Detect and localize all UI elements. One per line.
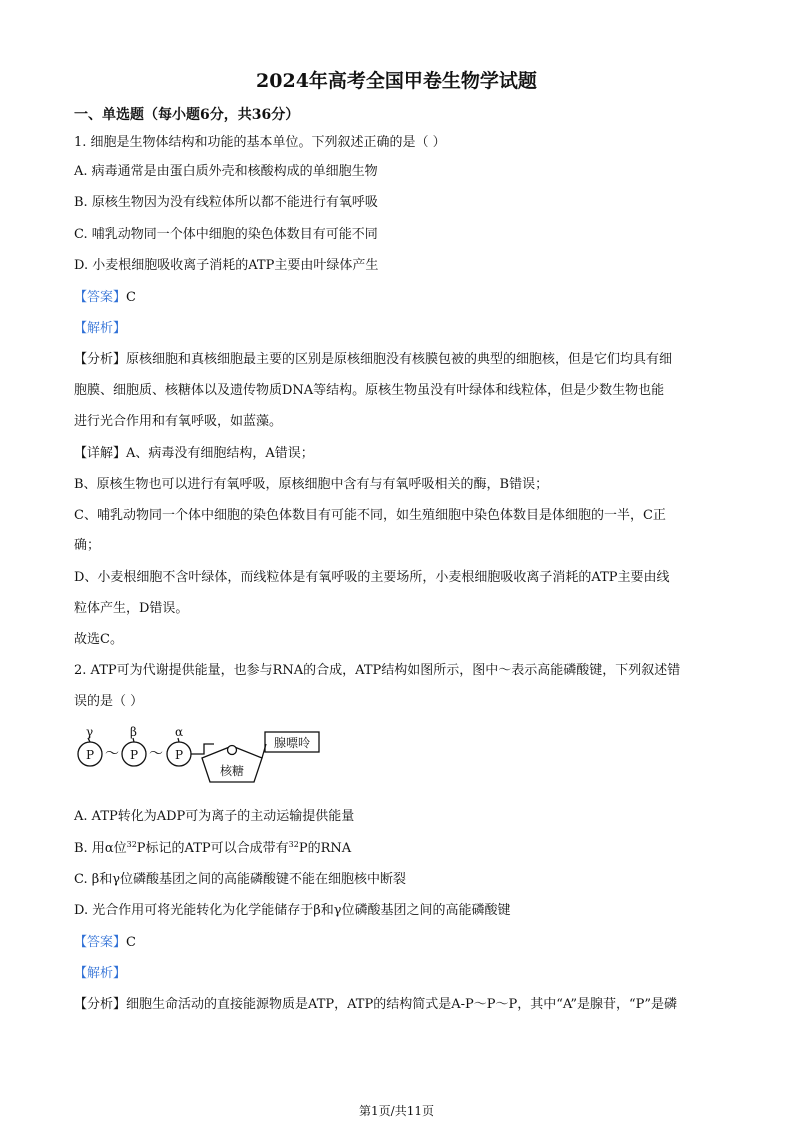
fenxi-text: 原核细胞和真核细胞最主要的区别是原核细胞没有核膜包被的典型的细胞核，但是它们均具有细 [126, 352, 673, 367]
q1-stem: 1. 细胞是生物体结构和功能的基本单位。下列叙述正确的是（ ） [74, 135, 446, 150]
p-alpha: P [174, 748, 184, 762]
isotope-superscript: 32 [288, 840, 299, 849]
answer-label: 【答案】 [74, 290, 127, 305]
fenxi-label: 【分析】 [74, 997, 127, 1012]
q1-detail-line-1 [74, 445, 314, 463]
ribose-label: 核糖 [219, 764, 245, 778]
page-footer: 第1页/共11页 [359, 1104, 434, 1118]
q2-option-b-text: B. 用α位 [74, 841, 127, 856]
detail-label: 【详解】 [74, 446, 127, 461]
gamma-label: γ [86, 725, 94, 739]
q2-analysis-label: 【解析】 [74, 966, 127, 981]
q1-option-d: D. 小麦根细胞吸收离子消耗的ATP主要由叶绿体产生 [74, 258, 379, 273]
q1-detail-line-5: D、小麦根细胞不含叶绿体，而线粒体是有氧呼吸的主要场所，小麦根细胞吸收离子消耗的ATP主要由线 [74, 570, 670, 585]
q2-stem-line-1: 2. ATP可为代谢提供能量，也参与RNA的合成，ATP结构如图所示，图中～表示高能磷酸键，下列叙述错 [74, 663, 681, 678]
detail-text: A、病毒没有细胞结构，A错误； [126, 446, 314, 461]
q2-option-b-text: P标记的ATP可以合成带有 [136, 841, 289, 856]
q1-option-a: A. 病毒通常是由蛋白质外壳和核酸构成的单细胞生物 [74, 164, 378, 179]
q1-fenxi-line-2: 胞膜、细胞质、核糖体以及遗传物质DNA等结构。原核生物虽没有叶绿体和线粒体，但是少数生物也能 [74, 383, 665, 398]
p-gamma: P [85, 748, 95, 762]
q1-option-b: B. 原核生物因为没有线粒体所以都不能进行有氧呼吸 [74, 195, 378, 210]
p-beta: P [129, 748, 139, 762]
answer-label: 【答案】 [74, 935, 127, 950]
q2-fenxi-line-1 [74, 996, 677, 1014]
section-heading: 一、单选题（每小题6分，共36分） [74, 107, 300, 123]
q1-option-c: C. 哺乳动物同一个体中细胞的染色体数目有可能不同 [74, 227, 378, 242]
q1-fenxi-line-3: 进行光合作用和有氧呼吸，如蓝藻。 [74, 414, 283, 429]
q1-analysis-label: 【解析】 [74, 321, 127, 336]
fenxi-text: 细胞生命活动的直接能源物质是ATP，ATP的结构简式是A-P～P～P，其中“A”是腺苷，“P”是磷 [126, 997, 678, 1012]
q2-option-b-text: P的RNA [298, 841, 352, 856]
q1-detail-line-3: C、哺乳动物同一个体中细胞的染色体数目有可能不同，如生殖细胞中染色体数目是体细胞的一半，C正 [74, 508, 666, 523]
q1-detail-line-4: 确； [74, 538, 101, 553]
q1-conclusion: 故选C。 [74, 632, 123, 647]
q1-detail-line-2: B、原核生物也可以进行有氧呼吸，原核细胞中含有与有氧呼吸相关的酶，B错误； [74, 477, 549, 492]
answer-value: C [126, 290, 136, 305]
high-energy-bond-1: ～ [105, 746, 119, 762]
page-title: 2024年高考全国甲卷生物学试题 [256, 70, 537, 92]
q1-detail-line-6: 粒体产生，D错误。 [74, 601, 189, 616]
answer-value: C [126, 935, 136, 950]
q2-option-b [74, 840, 351, 858]
alpha-label: α [175, 725, 184, 739]
q1-answer [74, 289, 136, 307]
beta-label: β [130, 725, 137, 739]
q1-fenxi-line-1 [74, 351, 672, 369]
q2-stem-line-2: 误的是（ ） [74, 694, 144, 709]
isotope-superscript: 32 [126, 840, 137, 849]
fenxi-label: 【分析】 [74, 352, 127, 367]
atp-structure-diagram [74, 724, 334, 794]
q2-answer [74, 934, 136, 952]
q2-option-c: C. β和γ位磷酸基团之间的高能磷酸键不能在细胞核中断裂 [74, 872, 407, 887]
adenine-label: 腺嘌呤 [273, 736, 311, 750]
q2-option-d: D. 光合作用可将光能转化为化学能储存于β和γ位磷酸基团之间的高能磷酸键 [74, 903, 511, 918]
high-energy-bond-2: ～ [149, 746, 163, 762]
q2-option-a: A. ATP转化为ADP可为离子的主动运输提供能量 [74, 809, 355, 824]
